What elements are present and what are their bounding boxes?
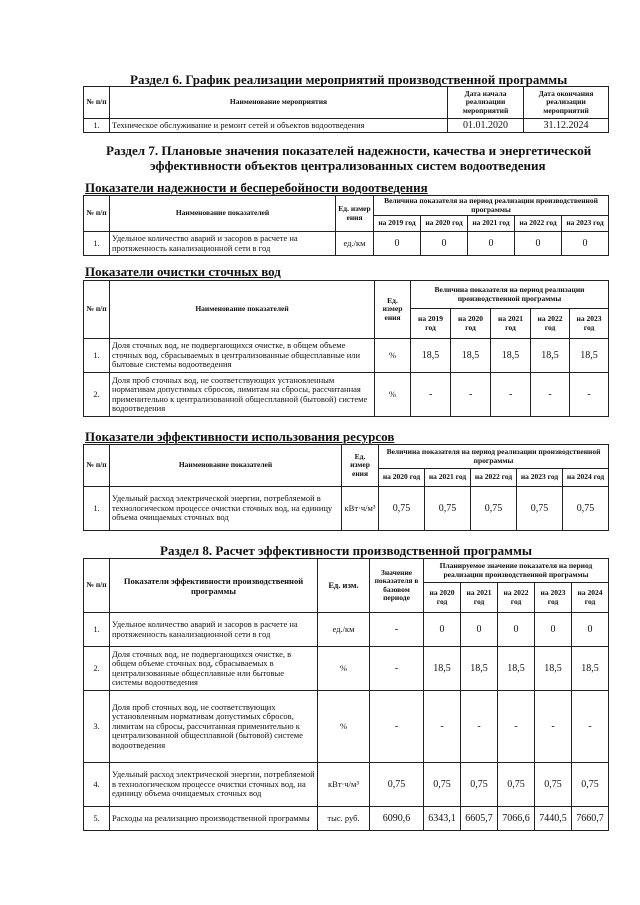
row-num: 5. [84, 807, 110, 831]
header-year: на 2022 год [498, 583, 535, 613]
row-value: - [572, 691, 609, 763]
row-value: 0,75 [379, 487, 425, 531]
row-name: Удельное количество аварий и засоров в расчете на протяженность канализационной сети в год [110, 613, 318, 647]
header-period: Величина показателя на период реализации производственной программы [379, 445, 609, 469]
row-num: 1. [84, 119, 110, 133]
table-row [84, 373, 609, 417]
row-unit: ед./км [336, 232, 374, 256]
schedule-table [83, 86, 609, 133]
resources-title: Показатели эффективности использования ресурсов [85, 429, 395, 444]
table-row [84, 691, 609, 763]
row-name: Удельный расход электрической энергии, потребляемой в технологическом процессе очистки сточных вод, на единицу объема очищаемых сточных вод [110, 763, 318, 807]
header-year: на 2020 год [379, 469, 425, 487]
row-value: 18,5 [411, 339, 451, 373]
row-value: 0 [498, 613, 535, 647]
table-row [84, 763, 609, 807]
row-base: - [370, 613, 424, 647]
header-name: Показатели эффективности производственной программы [110, 559, 318, 613]
row-value: 18,5 [451, 339, 491, 373]
section-8-title: Раздел 8. Расчет эффективности производственной программы [160, 543, 533, 558]
row-value: 0,75 [424, 763, 461, 807]
header-year: на 2021 год [491, 309, 531, 339]
header-year: на 2019 год [374, 216, 421, 232]
row-value: 7066,6 [498, 807, 535, 831]
row-value: 0 [461, 613, 498, 647]
treatment-table [83, 280, 609, 417]
header-unit: Ед. измер ения [342, 445, 379, 487]
row-base: 6090,6 [370, 807, 424, 831]
row-value: 18,5 [570, 339, 609, 373]
header-num: № п/п [84, 559, 110, 613]
row-value: - [531, 373, 570, 417]
row-value: 0 [562, 232, 609, 256]
header-base: Значение показателя в базовом периоде [370, 559, 424, 613]
header-period: Планируемое значение показателя на период реализации производственной программы [424, 559, 609, 583]
header-start: Дата начала реализации мероприятий [448, 87, 524, 119]
row-num: 3. [84, 691, 110, 763]
row-num: 1. [84, 339, 110, 373]
header-name: Наименование показателей [110, 445, 342, 487]
header-year: на 2023 год [535, 583, 572, 613]
header-period: Величина показателя на период реализации производственной программы [411, 281, 609, 309]
row-value: - [570, 373, 609, 417]
header-num: № п/п [84, 445, 110, 487]
row-value: 7660,7 [572, 807, 609, 831]
header-year: на 2024 год [572, 583, 609, 613]
row-unit: % [318, 691, 370, 763]
reliability-title: Показатели надежности и бесперебойности водоотведения [85, 180, 428, 195]
row-value: - [491, 373, 531, 417]
row-base: 0,75 [370, 763, 424, 807]
header-period: Величина показателя на период реализации производственной программы [374, 196, 609, 216]
row-name: Техническое обслуживание и ремонт сетей и объектов водоотведения [110, 119, 448, 133]
row-value: - [424, 691, 461, 763]
row-value: 18,5 [531, 339, 570, 373]
header-end: Дата окончания реализации мероприятий [524, 87, 609, 119]
section-7-title-line2: эффективности объектов централизованных систем водоотведения [150, 158, 546, 173]
row-value: 0,75 [471, 487, 517, 531]
header-year: на 2023 год [562, 216, 609, 232]
row-unit: ед./км [318, 613, 370, 647]
row-value: 18,5 [461, 647, 498, 691]
reliability-table [83, 195, 609, 256]
row-value: 0,75 [425, 487, 471, 531]
row-value: 0 [424, 613, 461, 647]
table-header-row [84, 87, 609, 119]
row-value: - [451, 373, 491, 417]
row-name: Удельное количество аварий и засоров в расчете на протяженность канализационной сети в год [110, 232, 336, 256]
header-year: на 2021 год [461, 583, 498, 613]
row-num: 4. [84, 763, 110, 807]
row-value: 0,75 [535, 763, 572, 807]
table-row [84, 613, 609, 647]
row-value: - [411, 373, 451, 417]
efficiency-table [83, 558, 609, 831]
row-name: Удельный расход электрической энергии, потребляемой в технологическом процессе очистки сточных вод, на единицу объема очищаемых сточных вод [110, 487, 342, 531]
header-unit: Ед. изм. [318, 559, 370, 613]
row-unit: % [375, 339, 411, 373]
row-value: 0,75 [498, 763, 535, 807]
header-year: на 2023 год [570, 309, 609, 339]
row-unit: % [318, 647, 370, 691]
row-name: Расходы на реализацию производственной программы [110, 807, 318, 831]
row-base: - [370, 691, 424, 763]
row-name: Доля сточных вод, не подвергающихся очистке, в общем объеме сточных вод, сбрасываемых в централизованные общесплавные или бытовые системы водоотведения [110, 647, 318, 691]
resources-table [83, 444, 609, 531]
row-value: 0 [468, 232, 515, 256]
row-value: 7440,5 [535, 807, 572, 831]
row-value: 0 [535, 613, 572, 647]
row-num: 2. [84, 647, 110, 691]
row-unit: кВт·ч/м³ [318, 763, 370, 807]
row-base: - [370, 647, 424, 691]
row-value: 18,5 [498, 647, 535, 691]
row-value: 18,5 [535, 647, 572, 691]
row-value: 6605,7 [461, 807, 498, 831]
row-num: 2. [84, 373, 110, 417]
row-value: 0 [374, 232, 421, 256]
row-num: 1. [84, 613, 110, 647]
table-row [84, 487, 609, 531]
table-row [84, 339, 609, 373]
treatment-title: Показатели очистки сточных вод [85, 264, 281, 279]
row-value: 18,5 [491, 339, 531, 373]
row-value: - [498, 691, 535, 763]
header-name: Наименование показателей [110, 196, 336, 232]
header-year: на 2023 год [517, 469, 563, 487]
header-year: на 2021 год [468, 216, 515, 232]
header-year: на 2022 год [531, 309, 570, 339]
header-name: Наименование мероприятия [110, 87, 448, 119]
header-year: на 2021 год [425, 469, 471, 487]
row-name: Доля проб сточных вод, не соответствующих установленным нормативам допустимых сбросов, лимитам на сбросы, рассчитанная применительно к централизованной общесплавной (бытовой) системе водоотведения [110, 691, 318, 763]
row-unit: кВт·ч/м³ [342, 487, 379, 531]
row-num: 1. [84, 487, 110, 531]
section-6-title: Раздел 6. График реализации мероприятий производственной программы [130, 72, 568, 87]
header-name: Наименование показателей [110, 281, 375, 339]
header-year: на 2024 год [563, 469, 609, 487]
row-unit: тыс. руб. [318, 807, 370, 831]
row-value: 6343,1 [424, 807, 461, 831]
row-value: 0 [572, 613, 609, 647]
row-value: - [461, 691, 498, 763]
header-year: на 2019 год [411, 309, 451, 339]
header-num: № п/п [84, 281, 110, 339]
table-row [84, 232, 609, 256]
section-7-title-line1: Раздел 7. Плановые значения показателей надежности, качества и энергетической [106, 143, 592, 158]
table-row [84, 647, 609, 691]
header-year: на 2020 год [424, 583, 461, 613]
row-value: 18,5 [572, 647, 609, 691]
row-value: 0,75 [572, 763, 609, 807]
row-unit: % [375, 373, 411, 417]
row-value: 0,75 [517, 487, 563, 531]
table-row [84, 807, 609, 831]
row-start: 01.01.2020 [448, 119, 524, 133]
row-name: Доля сточных вод, не подвергающихся очистке, в общем объеме сточных вод, сбрасываемых в централизованные общесплавные или бытовые системы водоотведения [110, 339, 375, 373]
header-unit: Ед. измер ения [375, 281, 411, 339]
header-num: № п/п [84, 196, 110, 232]
row-name: Доля проб сточных вод, не соответствующих установленным нормативам допустимых сбросов, лимитам на сбросы, рассчитанная применительно к централизованной общесплавной (бытовой) системе водоотведения [110, 373, 375, 417]
header-num: № п/п [84, 87, 110, 119]
row-value: - [535, 691, 572, 763]
row-value: 0,75 [461, 763, 498, 807]
row-end: 31.12.2024 [524, 119, 609, 133]
row-value: 0 [421, 232, 468, 256]
row-value: 18,5 [424, 647, 461, 691]
header-year: на 2020 год [421, 216, 468, 232]
header-year: на 2022 год [471, 469, 517, 487]
header-year: на 2020 год [451, 309, 491, 339]
table-row [84, 119, 609, 133]
row-value: 0 [515, 232, 562, 256]
header-unit: Ед. измер ения [336, 196, 374, 232]
row-value: 0,75 [563, 487, 609, 531]
row-num: 1. [84, 232, 110, 256]
header-year: на 2022 год [515, 216, 562, 232]
